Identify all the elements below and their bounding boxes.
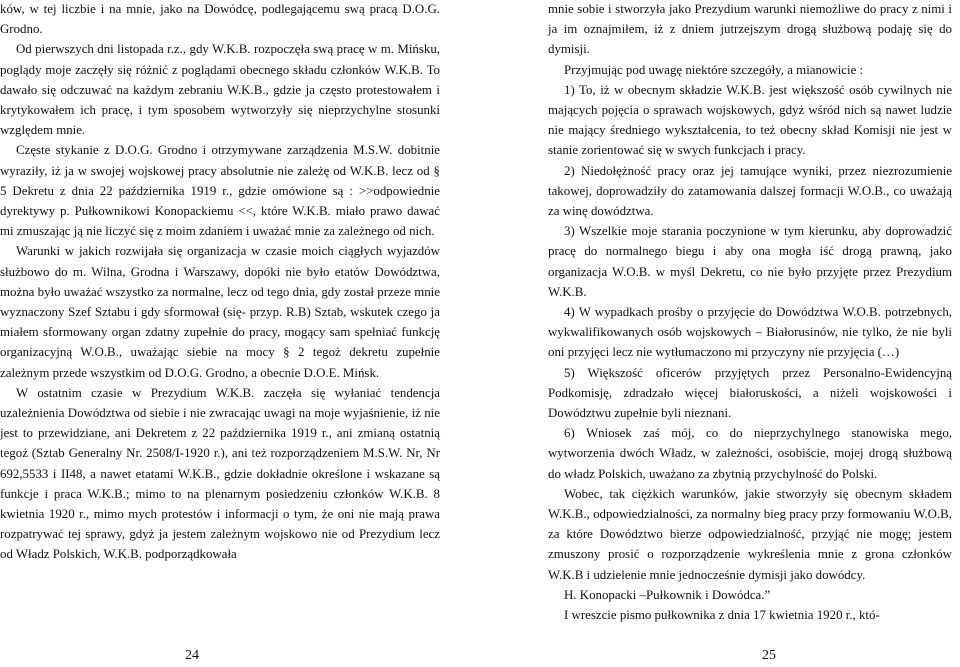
right-paragraph-4: 2) Niedołężność pracy oraz jej tamujące wyniki, przez niezrozumienie takowej, doprowadziły do zatamowania dalszej formacji W.O.B., co uważają za winę dowództwa.: [548, 163, 952, 219]
right-paragraph-5: 3) Wszelkie moje starania poczynione w tym kierunku, aby doprowadzić pracę do normalnego biegu i aby ona mogła iść drogą prawną, jako organizacja W.O.B. w myśl Dekretu, co nie było przyjęte przez Prezydium W.K.B.: [548, 224, 952, 299]
right-paragraph-11: I wreszcie pismo pułkownika z dnia 17 kwietnia 1920 r., któ-: [564, 608, 880, 623]
right-page: [548, 0, 952, 667]
right-paragraph-6: 4) W wypadkach prośby o przyjęcie do Dowództwa W.O.B. potrzebnych, wykwalifikowanych osób wojskowych – Białorusinów, nie tylko, że nie byli oni przyjęci lecz nie wytłumaczono mi przyczyny nie przyjęcia (…): [548, 305, 952, 360]
right-paragraph-7: 5) Większość oficerów przyjętych przez Personalno-Ewidencyjną Podkomisję, zdradzało więcej białoruskości, a niżeli wojskowości i Dowództwu zupełnie byli nieznani.: [548, 365, 952, 421]
left-paragraph-1: ków, w tej liczbie i na mnie, jako na Dowódcę, podlegającemu swą pracą D.O.G. Grodno.: [0, 2, 440, 37]
right-paragraph-2: Przyjmując pod uwagę niektóre szczegóły, a mianowicie :: [564, 62, 864, 77]
right-paragraph-9: Wobec, tak ciężkich warunków, jakie stworzyły się obecnym składem W.K.B., odpowiedzialności, za normalny bieg pracy przy formowaniu W.O.B, za które Dowództwo bierze odpowiedzialność, przyjąć nie mogę; jestem zmuszony prosić o rozporządzenie wykreślenia mnie z grona członków W.K.B i udzielenie mnie jednocześnie dymisji jako dowódcy.: [548, 486, 952, 582]
left-paragraph-4: Warunki w jakich rozwijała się organizacja w czasie moich ciągłych wyjazdów służbowo do m. Wilna, Grodna i Warszawy, dopóki nie było etatów Dowództwa, można było uważać wszystko za normalne, lecz od tego dnia, gdy został przeze mnie wyznaczony Szef Sztabu i gdy sformował (się- przyp. R.B) Sztab, wskutek czego ja miałem sformowany organ zdatny zupełnie do pracy, mogący sam spełniać funkcję organizacyjną W.O.B., uważając siebie na mocy § 2 tegoż dekretu zupełnie zależnym przede wszystkim od D.O.G. Grodno, a obecnie D.O.E. Mińsk.: [0, 244, 440, 380]
right-page-number: 25: [762, 648, 776, 663]
right-page-text-column: [548, 0, 952, 625]
left-page-number: 24: [185, 648, 199, 663]
left-paragraph-2: Od pierwszych dni listopada r.z., gdy W.K.B. rozpoczęła swą pracę w m. Mińsku, poglądy moje zaczęły się różnić z poglądami obecnego składu członków W.K.B. To dawało się odczuwać na każdym zebraniu W.K.B., gdzie ja często protestowałem i krytykowałem ich pracę, i tym sposobem wytworzyły się nieprzychylne stosunki względem mnie.: [0, 42, 440, 138]
left-paragraph-3: Częste stykanie z D.O.G. Grodno i otrzymywane zarządzenia M.S.W. dobitnie wyraziły, iż ja w swojej wojskowej pracy absolutnie nie zależę od W.K.B. lecz od § 5 Dekretu z dnia 22 października 1919 r., gdzie omówione są : >>odpowiednie dyrektywy p. Pułkownikowi Konopackiemu <<, które W.K.B. miało prawo dawać mi zmuszając ją nie liczyć się z moim zdaniem i uważać mnie za zależnego od nich.: [0, 143, 440, 239]
left-paragraph-5: W ostatnim czasie w Prezydium W.K.B. zaczęła się wyłaniać tendencja uzależnienia Dowództwa od siebie i nie zwracając uwagi na moje wyjaśnienie, iż nie jest to przewidziane, ani Dekretem z 22 października 1919 r., ani zmianą ostatnią tegoż (Sztab Generalny Nr. 2508/I-1920 r.), ani też rozporządzeniem M.S.W. Nr, Nr 692,5533 i II48, a nawet etatami W.K.B., gdzie dokładnie określone i wskazane są funkcje i praca W.K.B.; mimo to na plenarnym posiedzeniu członków W.K.B. 8 kwietnia 1920 r., mimo mych protestów i informacji o tym, że oni nie mają prawa rozpatrywać tej sprawy, gdyż ja jestem zależnym wojskowo nie od Prezydium lecz od Władz Polskich, W.K.B. podporządkowała: [0, 385, 440, 562]
right-paragraph-3: 1) To, iż w obecnym składzie W.K.B. jest większość osób cywilnych nie mających pojęcia o sprawach wojskowych, gdyż wśród nich są nawet ludzie nie mający średniego wykształcenia, to też obecny skład Komisji nie jest w stanie zorientować się w swych funkcjach i pracy.: [548, 82, 952, 158]
right-paragraph-signature: H. Konopacki –Pułkownik i Dowódca.”: [564, 587, 771, 602]
left-page: [0, 0, 440, 667]
right-paragraph-8: 6) Wniosek zaś mój, co do nieprzychylnego stanowiska mego, wytworzenia dwóch Władz, w zależności, osobiście, mojej drogą służbową do władz Polskich, uważano za zbytnią przychylność do Polski.: [548, 426, 952, 481]
left-page-text-column: [0, 0, 440, 565]
right-paragraph-1: mnie sobie i stworzyła jako Prezydium warunki niemożliwe do pracy z nimi i ja im oznajmiłem, iż z dniem jutrzejszym drogą służbową podaję się do dymisji.: [548, 2, 952, 57]
